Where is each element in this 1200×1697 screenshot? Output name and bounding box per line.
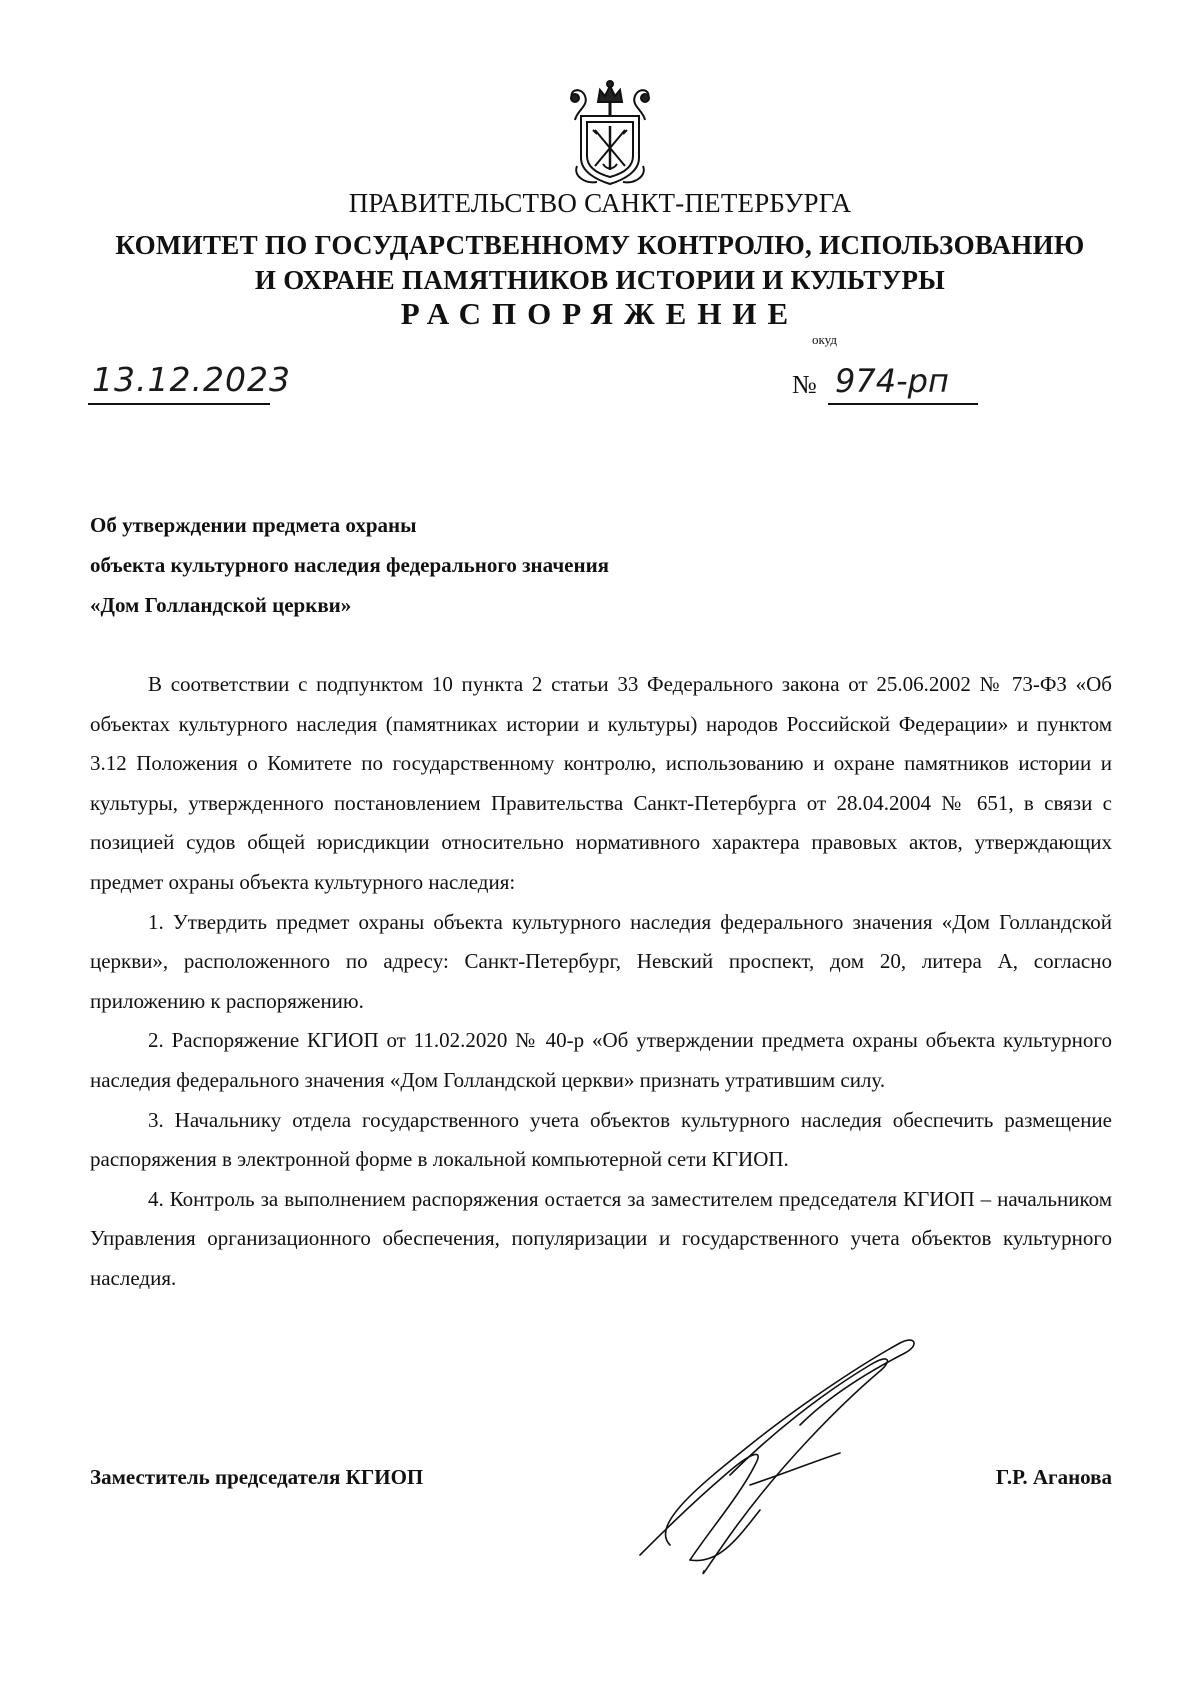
body-item-1: 1. Утвердить предмет охраны объекта культурного наследия федерального значения «Дом Голландской церкви», расположенного по адресу: Санкт-Петербург, Невский проспект, дом 20, литера А, согласно приложению к распоряжению. (90, 909, 1112, 1013)
committee-name-line-2: И ОХРАНЕ ПАМЯТНИКОВ ИСТОРИИ И КУЛЬТУРЫ (254, 265, 946, 295)
number-underline (828, 403, 978, 405)
body-preamble: В соответствии с подпунктом 10 пункта 2 статьи 33 Федерального закона от 25.06.2002 № 73-ФЗ «Об объектах культурного наследия (памятниках истории и культуры) народов Российской Федерации» и пунктом 3.12 Положения о Комитете по государственному контролю, использованию и охране памятников истории и культуры, утвержденного постановлением Правительства Санкт-Петербурга от 28.04.2004 № 651, в связи с позицией судов общей юрисдикции относительно нормативного характера правовых актов, утверждающих предмет охраны объекта культурного наследия: (90, 672, 1112, 894)
body-item-4: 4. Контроль за выполнением распоряжения остается за заместителем председателя КГИОП – начальником Управления организационного обеспечения, популяризации и государственного учета объектов культурного наследия. (90, 1186, 1112, 1290)
committee-name (90, 228, 1110, 298)
committee-name-line-1: КОМИТЕТ ПО ГОСУДАРСТВЕННОМУ КОНТРОЛЮ, ИСПОЛЬЗОВАНИЮ (115, 230, 1085, 260)
body-item-2: 2. Распоряжение КГИОП от 11.02.2020 № 40-р «Об утверждении предмета охраны объекта культурного наследия федерального значения «Дом Голландской церкви» признать утратившим силу. (90, 1028, 1112, 1092)
document-body (90, 665, 1112, 1299)
number-sign: № (792, 370, 817, 399)
date-underline (88, 403, 270, 405)
subject-line-3: «Дом Голландской церкви» (90, 593, 352, 617)
handwritten-signature (630, 1335, 930, 1585)
government-name: ПРАВИТЕЛЬСТВО САНКТ-ПЕТЕРБУРГА (348, 188, 852, 218)
document-subject (90, 505, 609, 625)
okud-label: окуд (812, 332, 837, 347)
document-date: 13.12.2023 (92, 360, 291, 399)
document-number: 974-рп (835, 362, 949, 400)
body-item-3: 3. Начальнику отдела государственного учета объектов культурного наследия обеспечить размещение распоряжения в электронной форме в локальной компьютерной сети КГИОП. (90, 1107, 1112, 1172)
subject-line-2: объекта культурного наследия федерального значения (90, 553, 610, 577)
subject-line-1: Об утверждении предмета охраны (90, 513, 417, 537)
document-type: РАСПОРЯЖЕНИЕ (400, 296, 800, 331)
saint-petersburg-coat-of-arms-icon (563, 80, 657, 188)
signatory-name: Г.Р. Аганова (995, 1465, 1112, 1489)
signatory-position: Заместитель председателя КГИОП (90, 1465, 424, 1489)
